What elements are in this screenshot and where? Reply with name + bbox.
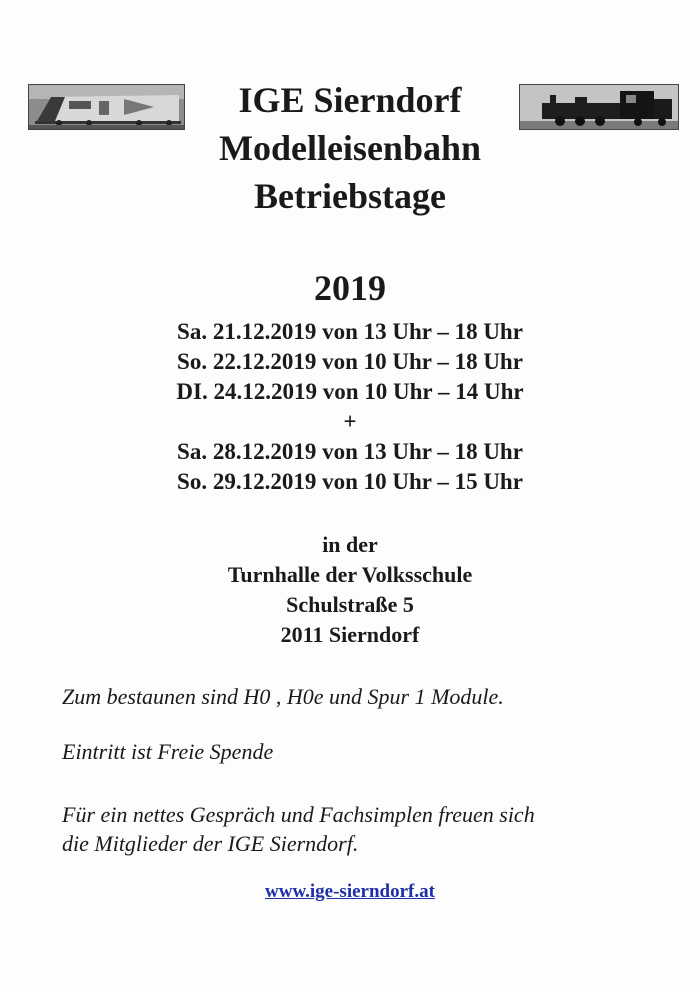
title-club-name: IGE Sierndorf	[238, 80, 462, 120]
venue-street: Schulstraße 5	[286, 592, 414, 617]
venue-intro: in der	[322, 532, 378, 557]
entry-fee-text: Eintritt ist Freie Spende	[62, 739, 274, 764]
schedule-list	[0, 317, 700, 497]
schedule-line: Sa. 21.12.2019 von 13 Uhr – 18 Uhr	[177, 319, 523, 344]
schedule-line: So. 29.12.2019 von 10 Uhr – 15 Uhr	[177, 469, 523, 494]
closing-text	[62, 800, 662, 858]
schedule-line: DI. 24.12.2019 von 10 Uhr – 14 Uhr	[176, 379, 524, 404]
website-link[interactable]: www.ige-sierndorf.at	[265, 881, 435, 902]
closing-line: die Mitglieder der IGE Sierndorf.	[62, 831, 359, 856]
title-subject: Modelleisenbahn	[218, 128, 482, 168]
schedule-line: Sa. 28.12.2019 von 13 Uhr – 18 Uhr	[177, 439, 523, 464]
title-event: Betriebstage	[254, 176, 446, 216]
schedule-plus: +	[343, 409, 357, 434]
event-year: 2019	[314, 268, 386, 308]
modules-text: Zum bestaunen sind H0 , H0e und Spur 1 Module.	[62, 684, 504, 709]
venue-block	[0, 530, 700, 650]
closing-line: Für ein nettes Gespräch und Fachsimplen freuen sich	[62, 802, 535, 827]
schedule-line: So. 22.12.2019 von 10 Uhr – 18 Uhr	[177, 349, 523, 374]
venue-building: Turnhalle der Volksschule	[227, 562, 473, 587]
venue-city: 2011 Sierndorf	[280, 622, 420, 647]
website-row	[0, 878, 700, 906]
